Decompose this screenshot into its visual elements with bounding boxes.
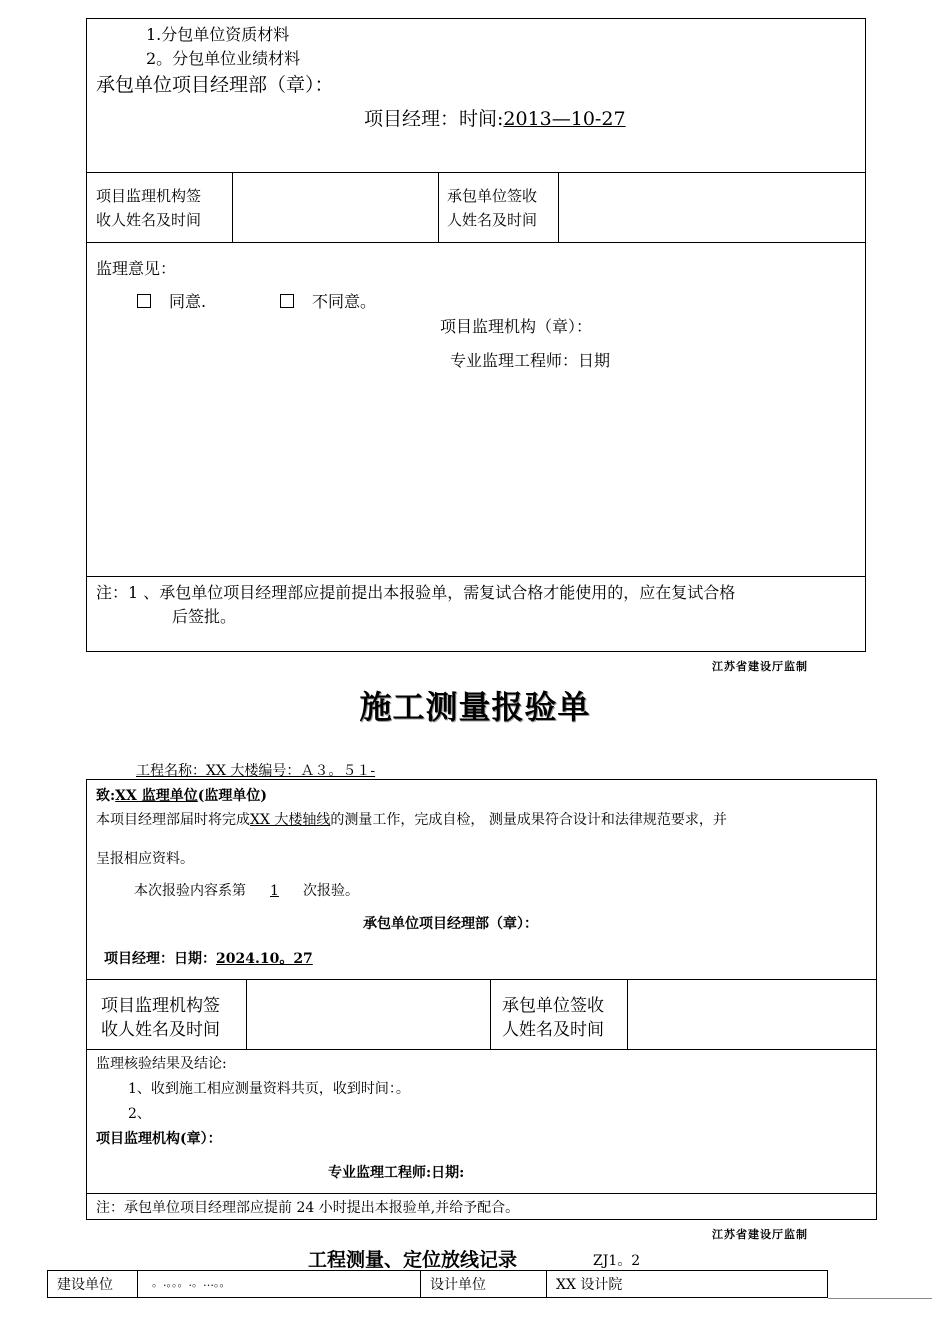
pm-time-line [364,104,626,131]
build-unit-label: 建设单位 [57,1277,113,1293]
design-unit-value: XX 设计院 [556,1277,623,1293]
option-disagree[interactable] [280,289,376,312]
design-unit-label: 设计单位 [430,1277,486,1293]
pm-time-value: 2013—10-27 [503,108,626,130]
form3-col-3 [546,1270,547,1298]
supervision-org-label: 项目监理机构（章）： [440,317,593,336]
form3-col-1 [137,1270,138,1298]
body-line-2: 呈报相应资料。 [96,851,194,867]
body-underlined: XX 大楼轴线 [250,812,331,828]
sign-left-label-2b: 收人姓名及时间 [101,1020,220,1040]
form3-col-2 [420,1270,421,1298]
report-number-value: 1 [270,883,279,899]
verify-title: 监理核验结果及结论: [96,1056,227,1072]
pm-date-value: 2024.10。27 [216,951,313,967]
report-suffix: 次报验。 [303,883,359,899]
form1-footer: 江苏省建设厅监制 [712,660,808,673]
body-suffix: 的测量工作，完成自检， 测量成果符合设计和法律规范要求，并 [330,812,727,828]
addressee-prefix: 致: [96,788,116,804]
note-line-1: 注：1 、承包单位项目经理部应提前提出本报验单，需复试合格才能使用的，应在复试合格 [96,583,736,602]
form3-title: 工程测量、定位放线记录 [308,1249,518,1271]
form2-col-3 [627,979,628,1049]
note-line-2: 后签批。 [172,607,237,626]
pm-time-label: 项目经理：时间: [364,108,504,130]
form2-title: 施工测量报验单 [359,688,591,726]
pm-date-label: 项目经理：日期： [104,951,216,967]
report-number [246,883,303,899]
sign-left-label-2a: 项目监理机构签 [101,996,220,1016]
form3-code: ZJ1。2 [593,1253,641,1269]
sign-left-label-2: 收人姓名及时间 [96,211,202,229]
sign-right-label-2b: 人姓名及时间 [502,1020,604,1040]
form2-note: 注：承包单位项目经理部应提前 24 小时提出本报验单,并给予配合。 [96,1200,520,1216]
form2-divider-3 [86,1193,877,1194]
form1-divider-3 [86,576,866,577]
opinion-title: 监理意见： [96,259,177,278]
project-line: 工程名称：XX 大楼编号：Ａ３。５１- [136,763,376,779]
form2-footer: 江苏省建设厅监制 [712,1228,808,1241]
contractor-dept-label-2: 承包单位项目经理部（章）： [363,916,538,932]
contractor-dept-label: 承包单位项目经理部（章）： [96,74,334,96]
supervision-org-label-2: 项目监理机构(章）： [96,1131,222,1147]
form2-divider-2 [86,1049,877,1050]
form3-trailing-line [828,1298,932,1299]
body-line-1 [96,809,727,829]
pm-date-line [104,948,313,968]
form2-col-1 [246,979,247,1049]
sign-right-label-1: 承包单位签收 [447,187,538,205]
form2-divider-1 [86,979,877,980]
addressee-suffix: (监理单位) [197,788,268,804]
engineer-date-label: 专业监理工程师：日期 [450,351,611,370]
addressee-line [96,785,267,805]
sign-right-label-2a: 承包单位签收 [502,996,604,1016]
disagree-checkbox[interactable] [280,294,294,308]
option-agree-label: 同意. [169,292,207,311]
attachment-item-1: 1.分包单位资质材料 [146,25,290,44]
form2-col-2 [490,979,491,1049]
option-disagree-label: 不同意。 [312,292,377,311]
attachment-item-2: 2。分包单位业绩材料 [146,49,301,68]
verify-item-2: 2、 [128,1106,151,1122]
engineer-date-label-2: 专业监理工程师:日期: [328,1165,465,1181]
sign-left-label-1: 项目监理机构签 [96,187,202,205]
sign-right-label-2: 人姓名及时间 [447,211,538,229]
agree-checkbox[interactable] [137,294,151,308]
form1-col-2 [438,172,439,242]
build-unit-value: 。.。。。.。…。。 [152,1276,231,1289]
form1-col-1 [232,172,233,242]
form1-divider-2 [86,242,866,243]
form1-col-3 [558,172,559,242]
option-agree[interactable] [137,289,206,312]
report-prefix: 本次报验内容系第 [134,883,246,899]
form1-divider-1 [86,172,866,173]
verify-item-1: 1、收到施工相应测量资料共页，收到时间：。 [128,1081,410,1097]
report-line [134,880,359,900]
addressee-name: XX 监理单位 [115,788,198,804]
body-prefix: 本项目经理部届时将完成 [96,812,250,828]
